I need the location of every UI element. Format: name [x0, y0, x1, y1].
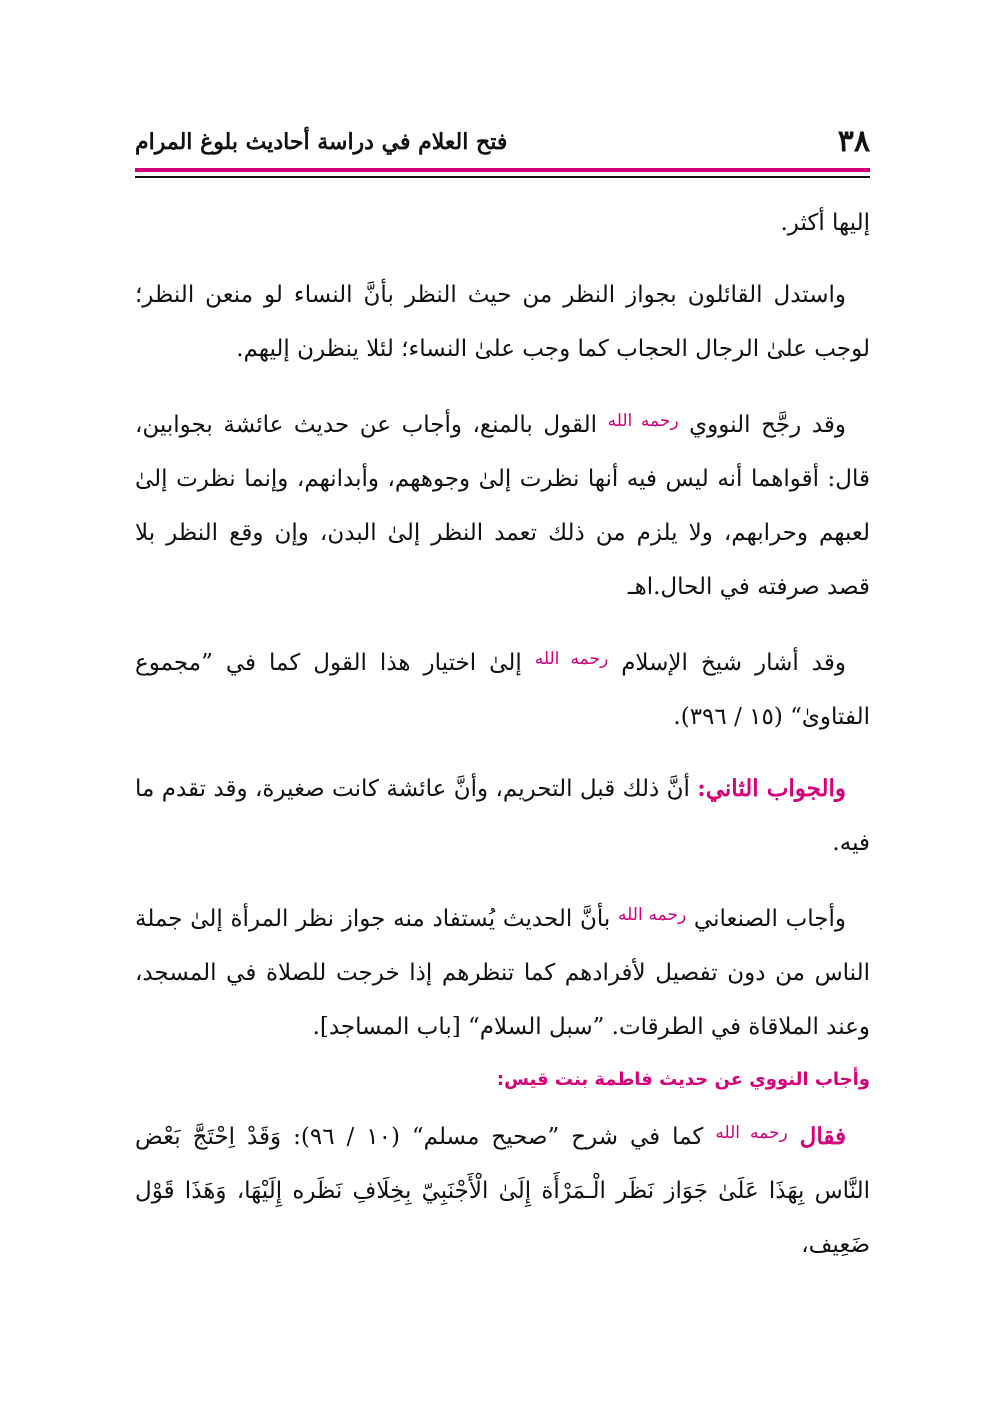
honorific-mark: رحمه الله [618, 905, 687, 925]
paragraph-second-answer [135, 762, 870, 870]
paragraph-text: واستدل القائلون بجواز النظر من حيث النظر بأنَّ النساء لو منعن النظر؛ لوجب علىٰ الرجال الحجاب كما وجب علىٰ النساء؛ لئلا ينظرن إليهم. [135, 282, 870, 362]
document-page [135, 120, 870, 1272]
paragraph-text: أنَّ ذلك قبل التحريم، وأنَّ عائشة كانت صغيرة، وقد تقدم ما فيه. [135, 776, 870, 856]
paragraph-sanani [135, 888, 870, 1054]
page-number: ٣٨ [837, 124, 870, 159]
honorific-mark: رحمه الله [534, 649, 609, 669]
paragraph-text-start: وقد رجَّح النووي [689, 412, 846, 438]
header-rule-black [135, 176, 870, 178]
paragraph-text-start: وقد أشار شيخ الإسلام [621, 650, 846, 676]
page-content [135, 196, 870, 1272]
paragraph-text-start: وأجاب الصنعاني [693, 906, 846, 932]
paragraph-text-end: القول بالمنع، وأجاب عن حديث عائشة بجوابين، قال: أقواهما أنه ليس فيه أنها نظرت إلىٰ وجوههم، وأبدانهم، وإنما نظرت إلىٰ لعبهم وحرابهم، ولا يلزم من ذلك تعمد النظر إلىٰ البدن، وإن وقع النظر بلا قصد صرفته في الحال.اهـ [135, 412, 870, 600]
paragraph-nawawi [135, 394, 870, 614]
paragraph-text: كما في شرح ”صحيح مسلم“ (١٠ / ٩٦): وَقَدْ اِحْتَجَّ بَعْض النَّاس بِهَذَا عَلَىٰ جَوَاز نَظَر الْـمَرْأَة إِلَىٰ الْأَجْنَبِيّ بِخِلَافِ نَظَره إِلَيْهَا، وَهَذَا قَوْل ضَعِيف، [135, 1124, 870, 1258]
subheading: وأجاب النووي عن حديث فاطمة بنت قيس: [496, 1069, 870, 1090]
page-header [135, 120, 870, 164]
paragraph-argument [135, 268, 870, 376]
paragraph-continuation [135, 196, 870, 250]
paragraph-nawawi-reply [135, 1106, 870, 1272]
book-title: فتح العلام في دراسة أحاديث بلوغ المرام [135, 129, 508, 155]
paragraph-lead: والجواب الثاني: [697, 775, 846, 802]
paragraph-lead: فقال [799, 1123, 847, 1150]
honorific-mark: رحمه الله [607, 411, 679, 431]
honorific-mark: رحمه الله [715, 1123, 788, 1143]
paragraph-text: إليها أكثر. [780, 210, 870, 236]
paragraph-text-end: بأنَّ الحديث يُستفاد منه جواز نظر المرأة إلىٰ جملة الناس من دون تفصيل لأفرادهم كما تنظرهم إذا خرجت للصلاة في المسجد، وعند الملاقاة في الطرقات. ”سبل السلام“ [باب المساجد]. [135, 906, 870, 1040]
paragraph-shaykh [135, 632, 870, 744]
paragraph-text-end: إلىٰ اختيار هذا القول كما في ”مجموع الفتاوىٰ“ (١٥ / ٣٩٦). [135, 650, 870, 730]
